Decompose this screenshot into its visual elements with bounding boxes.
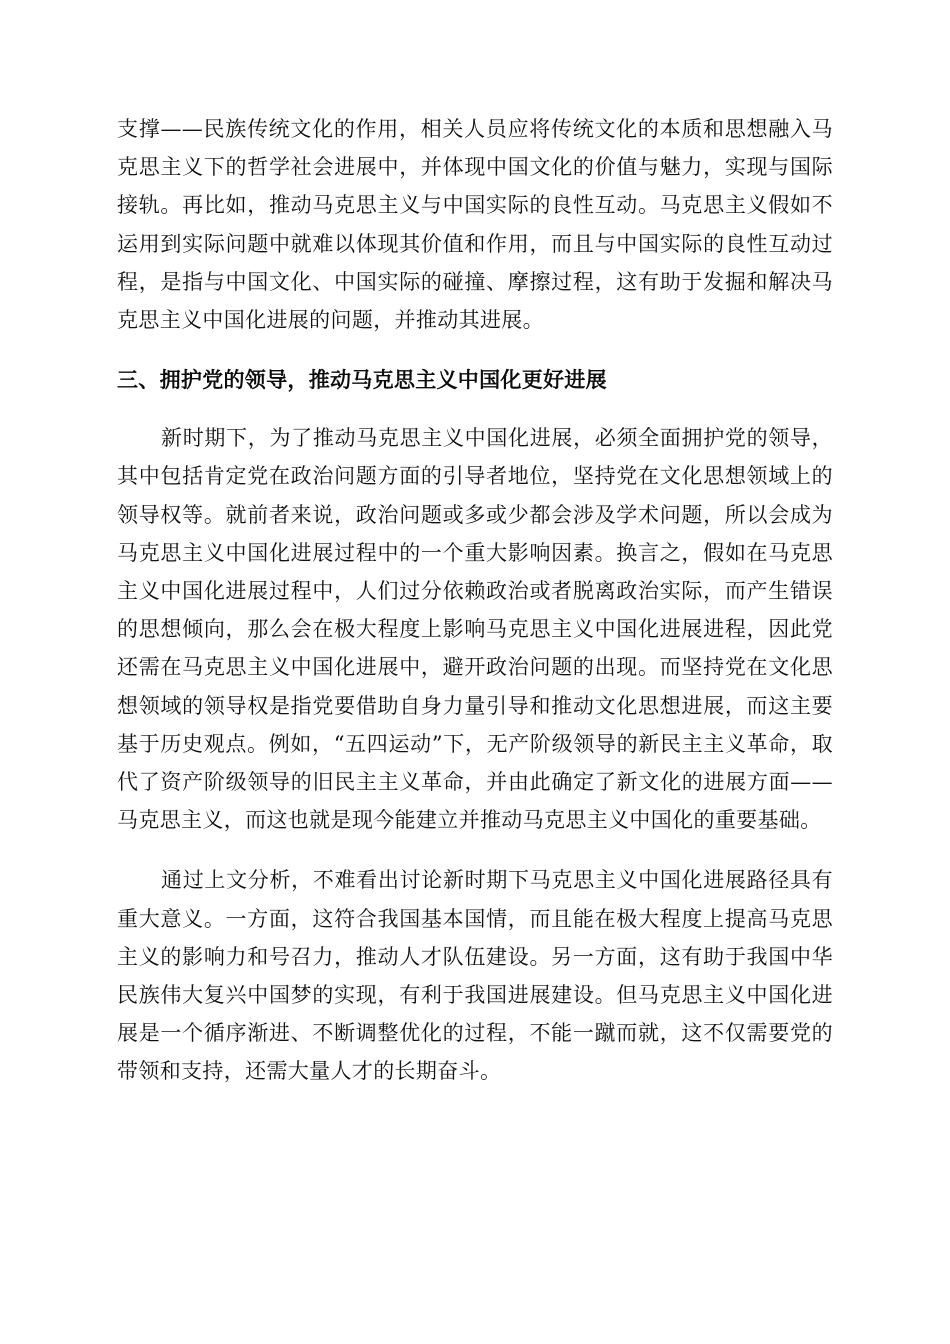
body-paragraph: 通过上文分析，不难看出讨论新时期下马克思主义中国化进展路径具有重大意义。一方面，这符合我国基本国情，而且能在极大程度上提高马克思主义的影响力和号召力，推动人才队伍建设。另一方面，这有助于我国中华民族伟大复兴中国梦的实现，有利于我国进展建设。但马克思主义中国化进展是一个循序渐进、不断调整优化的过程，不能一蹴而就，这不仅需要党的带领和支持，还需大量人才的长期奋斗。 (117, 868, 833, 1084)
section-heading: 三、拥护党的领导，推动马克思主义中国化更好进展 (117, 368, 607, 393)
body-paragraph: 新时期下，为了推动马克思主义中国化进展，必须全面拥护党的领导，其中包括肯定党在政治问题方面的引导者地位，坚持党在文化思想领域上的领导权等。就前者来说，政治问题或多或少都会涉及学术问题，所以会成为马克思主义中国化进展过程中的一个重大影响因素。换言之，假如在马克思主义中国化进展过程中，人们过分依赖政治或者脱离政治实际，而产生错误的思想倾向，那么会在极大程度上影响马克思主义中国化进展进程，因此党还需在马克思主义中国化进展中，避开政治问题的出现。而坚持党在文化思想领域的领导权是指党要借助自身力量引导和推动文化思想进展，而这主要基于历史观点。例如，“五四运动”下，无产阶级领导的新民主主义革命，取代了资产阶级领导的旧民主主义革命，并由此确定了新文化的进展方面——马克思主义，而这也就是现今能建立并推动马克思主义中国化的重要基础。 (117, 426, 833, 833)
document-body (117, 110, 833, 1091)
body-paragraph: 支撑——民族传统文化的作用，相关人员应将传统文化的本质和思想融入马克思主义下的哲学社会进展中，并体现中国文化的价值与魅力，实现与国际接轨。再比如，推动马克思主义与中国实际的良性互动。马克思主义假如不运用到实际问题中就难以体现其价值和作用，而且与中国实际的良性互动过程，是指与中国文化、中国实际的碰撞、摩擦过程，这有助于发掘和解决马克思主义中国化进展的问题，并推动其进展。 (117, 117, 833, 333)
